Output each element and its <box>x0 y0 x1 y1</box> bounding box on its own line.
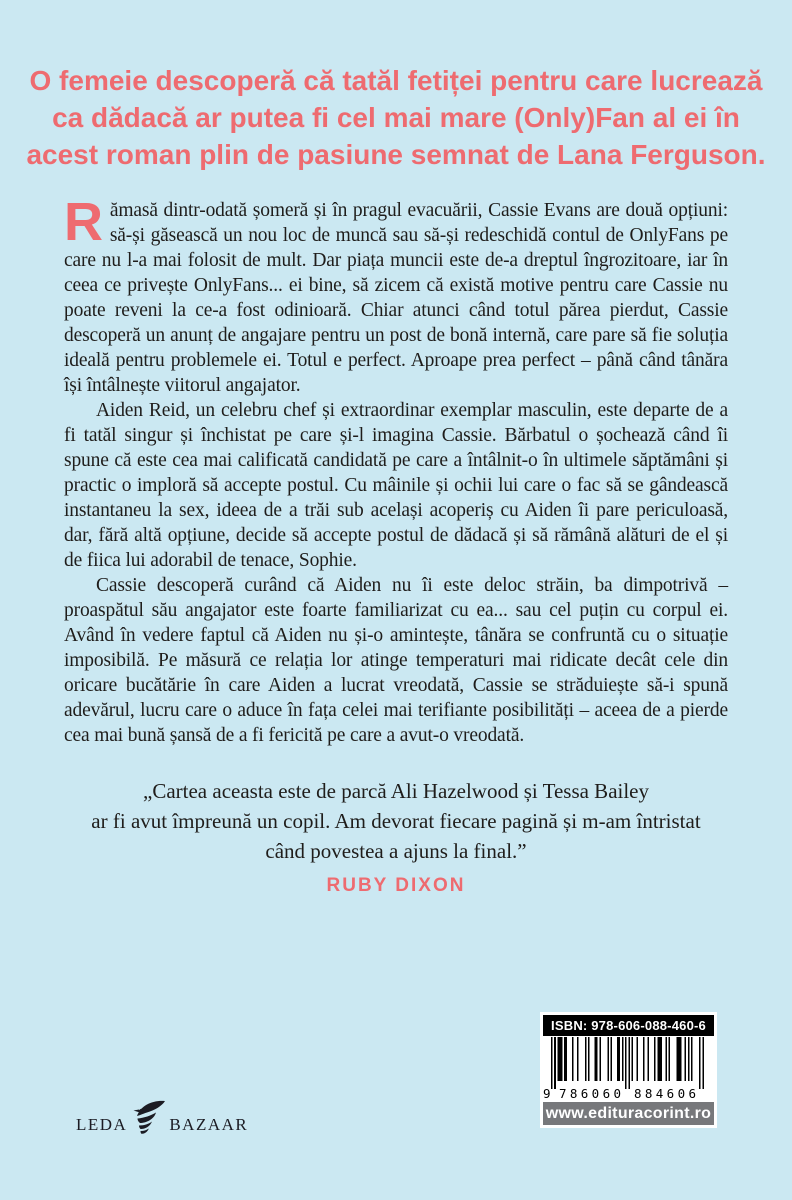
tagline <box>0 0 792 173</box>
synopsis <box>64 192 728 748</box>
synopsis-paragraph-2: Aiden Reid, un celebru chef și extraordinar exemplar masculin, este departe de a fi tatăl singur și închistat pe care și-l imagina Cassie. Bărbatul o șochează când îi spune că este cea mai calificată candidată pe care a întâlnit-o în ultimele săptămâni și practic o imploră să accepte postul. Cu mâinile și ochii lui care o fac să se gândească instantaneu la sex, ideea de a trăi sub același acoperiș cu Aiden îi pare periculoasă, dar, fără altă opțiune, decide să accepte postul de dădacă și să rămână alături de el și de fiica lui adorabil de tenace, Sophie. <box>64 400 728 571</box>
publisher-url: www.edituracorint.ro <box>543 1102 714 1125</box>
synopsis-paragraph-1 <box>64 192 728 398</box>
dropcap-letter: R <box>64 192 103 252</box>
publisher-logo <box>76 1100 248 1136</box>
review-quote-line: când povestea a ajuns la final.” <box>265 839 527 863</box>
review-quote <box>0 776 792 897</box>
ean13-barcode <box>543 1036 714 1101</box>
tagline-line: acest roman plin de pasiune semnat de Lana Ferguson. <box>26 139 766 170</box>
barcode-bars <box>551 1037 704 1089</box>
publisher-logo-leda: LEDA <box>76 1115 128 1134</box>
publisher-logo-bazaar: BAZAAR <box>169 1115 249 1134</box>
isbn-label: ISBN: 978-606-088-460-6 <box>543 1015 714 1036</box>
isbn-barcode-block <box>540 1012 717 1128</box>
tagline-line: ca dădacă ar putea fi cel mai mare (Only)Fan al ei în <box>52 102 740 133</box>
synopsis-paragraph-1-text: ămasă dintr-odată șomeră și în pragul evacuării, Cassie Evans are două opțiuni: să-și găsească un nou loc de muncă sau să-și redeschidă contul de OnlyFans pe care nu l-a mai folosit de mult. Dar piața muncii este de-a dreptul îngrozitoare, iar în ceea ce privește OnlyFans... ei bine, să zicem că există motive pentru care Cassie nu poate reveni la ce-a fost odinioară. Chiar atunci când totul părea pierdut, Cassie descoperă un anunț de angajare pentru un post de bonă internă, care pare să fie soluția ideală pentru problemele ei. Totul e perfect. Aproape prea perfect – până când tânăra își întâlnește viitorul angajator. <box>64 200 728 396</box>
barcode-digit-group1: 786060 <box>559 1086 621 1101</box>
synopsis-paragraph-3: Cassie descoperă curând că Aiden nu îi este deloc străin, ba dimpotrivă – proaspătul său angajator este foarte familiarizat cu ea... sau cel puțin cu corpul ei. Având în vedere faptul că Aiden nu și-o amintește, tânăra se confruntă cu o situație imposibilă. Pe măsură ce relația lor atinge temperaturi mai ridicate decât cele din oricare bucătărie în care Aiden a lucrat vreodată, Cassie se străduiește să-i spună adevărul, lucru care o aduce în fața celei mai terifiante posibilități – aceea de a pierde cea mai bună șansă de a fi fericită pe care a avut-o vreodată. <box>64 575 728 746</box>
swan-icon <box>129 1100 167 1136</box>
barcode-digit-group2: 884606 <box>634 1086 696 1101</box>
review-quote-line: ar fi avut împreună un copil. Am devorat fiecare pagină și m-am întristat <box>91 809 701 833</box>
review-quote-line: „Cartea aceasta este de parcă Ali Hazelwood și Tessa Bailey <box>143 779 649 803</box>
review-attribution: RUBY DIXON <box>326 875 466 896</box>
tagline-line: O femeie descoperă că tatăl fetiței pentru care lucrează <box>29 65 763 96</box>
barcode-digit-lead: 9 <box>543 1086 551 1101</box>
